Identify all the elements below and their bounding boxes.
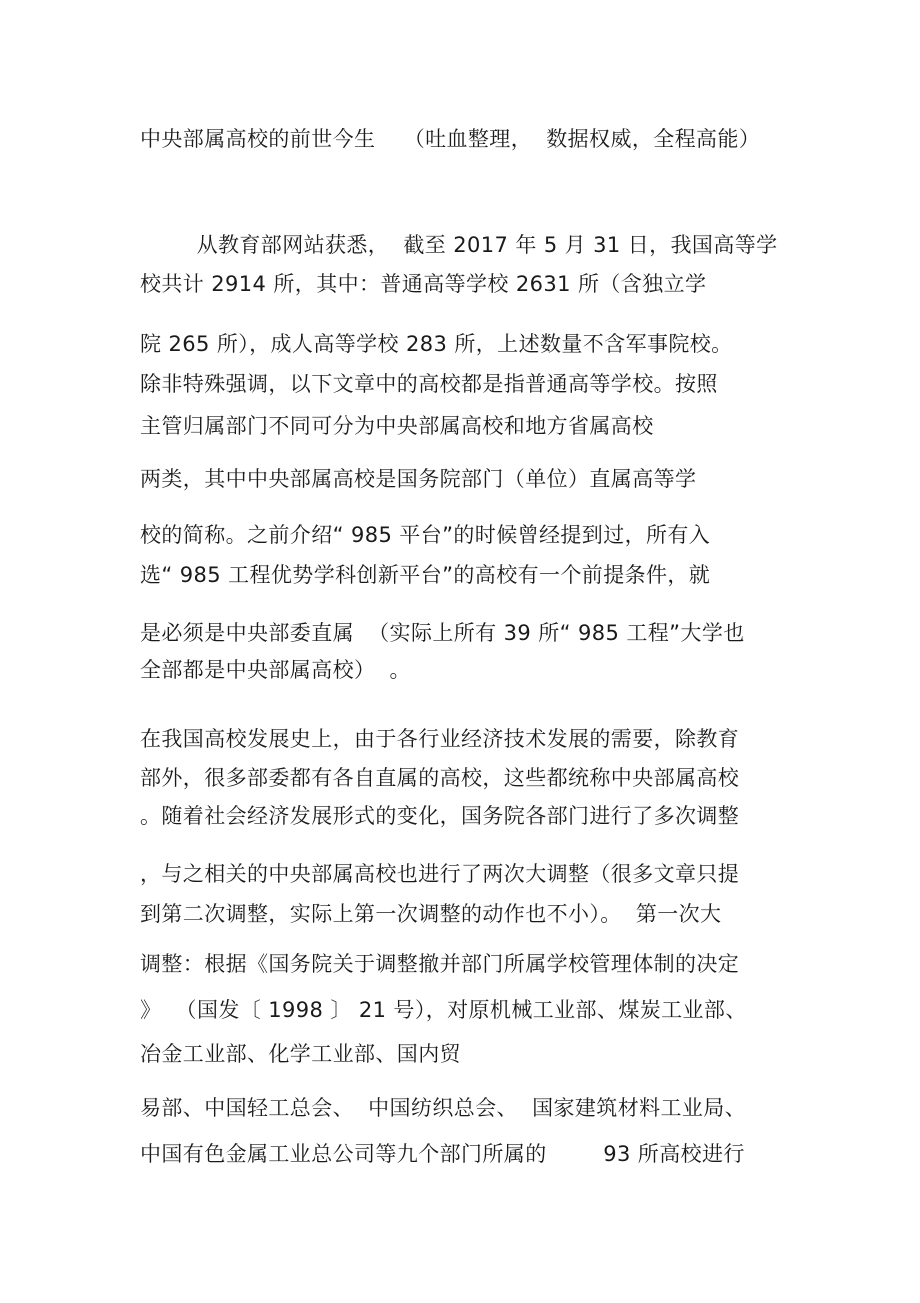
paragraph-line: 是必须是中央部委直属 （实际上所有 39 所“ 985 工程”大学也 <box>140 621 745 645</box>
paragraph-line: 校共计 2914 所，其中：普通高等学校 2631 所（含独立学 <box>140 272 707 296</box>
paragraph-line: 两类，其中中央部属高校是国务院部门（单位）直属高等学 <box>140 467 697 491</box>
paragraph-line: 校的简称。之前介绍“ 985 平台”的时候曾经提到过，所有入 <box>140 523 711 547</box>
paragraph-line: 从教育部网站获悉， 截至 2017 年 5 月 31 日，我国高等学 <box>140 233 778 257</box>
paragraph-line: 冶金工业部、化学工业部、国内贸 <box>140 1042 461 1066</box>
paragraph-line: 除非特殊强调，以下文章中的高校都是指普通高等学校。按照 <box>140 372 718 396</box>
paragraph-line: 在我国高校发展史上，由于各行业经济技术发展的需要，除教育 <box>140 727 740 751</box>
paragraph-line: 选“ 985 工程优势学科创新平台”的高校有一个前提条件，就 <box>140 563 711 587</box>
paragraph-line: 调整：根据《国务院关于调整撤并部门所属学校管理体制的决定 <box>140 952 740 976</box>
paragraph-line: 中国有色金属工业总公司等九个部门所属的 93 所高校进行 <box>140 1142 745 1166</box>
paragraph-line: 。随着社会经济发展形式的变化，国务院各部门进行了多次调整 <box>140 804 740 828</box>
paragraph-line: 院 265 所），成人高等学校 283 所，上述数量不含军事院校。 <box>140 332 733 356</box>
paragraph-line: 易部、中国轻工总会、 中国纺织总会、 国家建筑材料工业局、 <box>140 1096 747 1120</box>
paragraph-line: 全部都是中央部属高校） 。 <box>140 658 411 682</box>
document-title: 中央部属高校的前世今生 （吐血整理， 数据权威，全程高能） <box>140 127 761 151</box>
paragraph-line: ，与之相关的中央部属高校也进行了两次大调整（很多文章只提 <box>140 862 740 886</box>
paragraph-line: 主管归属部门不同可分为中央部属高校和地方省属高校 <box>140 414 654 438</box>
paragraph-line: 部外，很多部委都有各自直属的高校，这些都统称中央部属高校 <box>140 766 740 790</box>
paragraph-line: 到第二次调整，实际上第一次调整的动作也不小）。 第一次大 <box>140 902 722 926</box>
paragraph-line: 》 （国发〔 1998 〕 21 号），对原机械工业部、煤炭工业部、 <box>140 998 747 1022</box>
